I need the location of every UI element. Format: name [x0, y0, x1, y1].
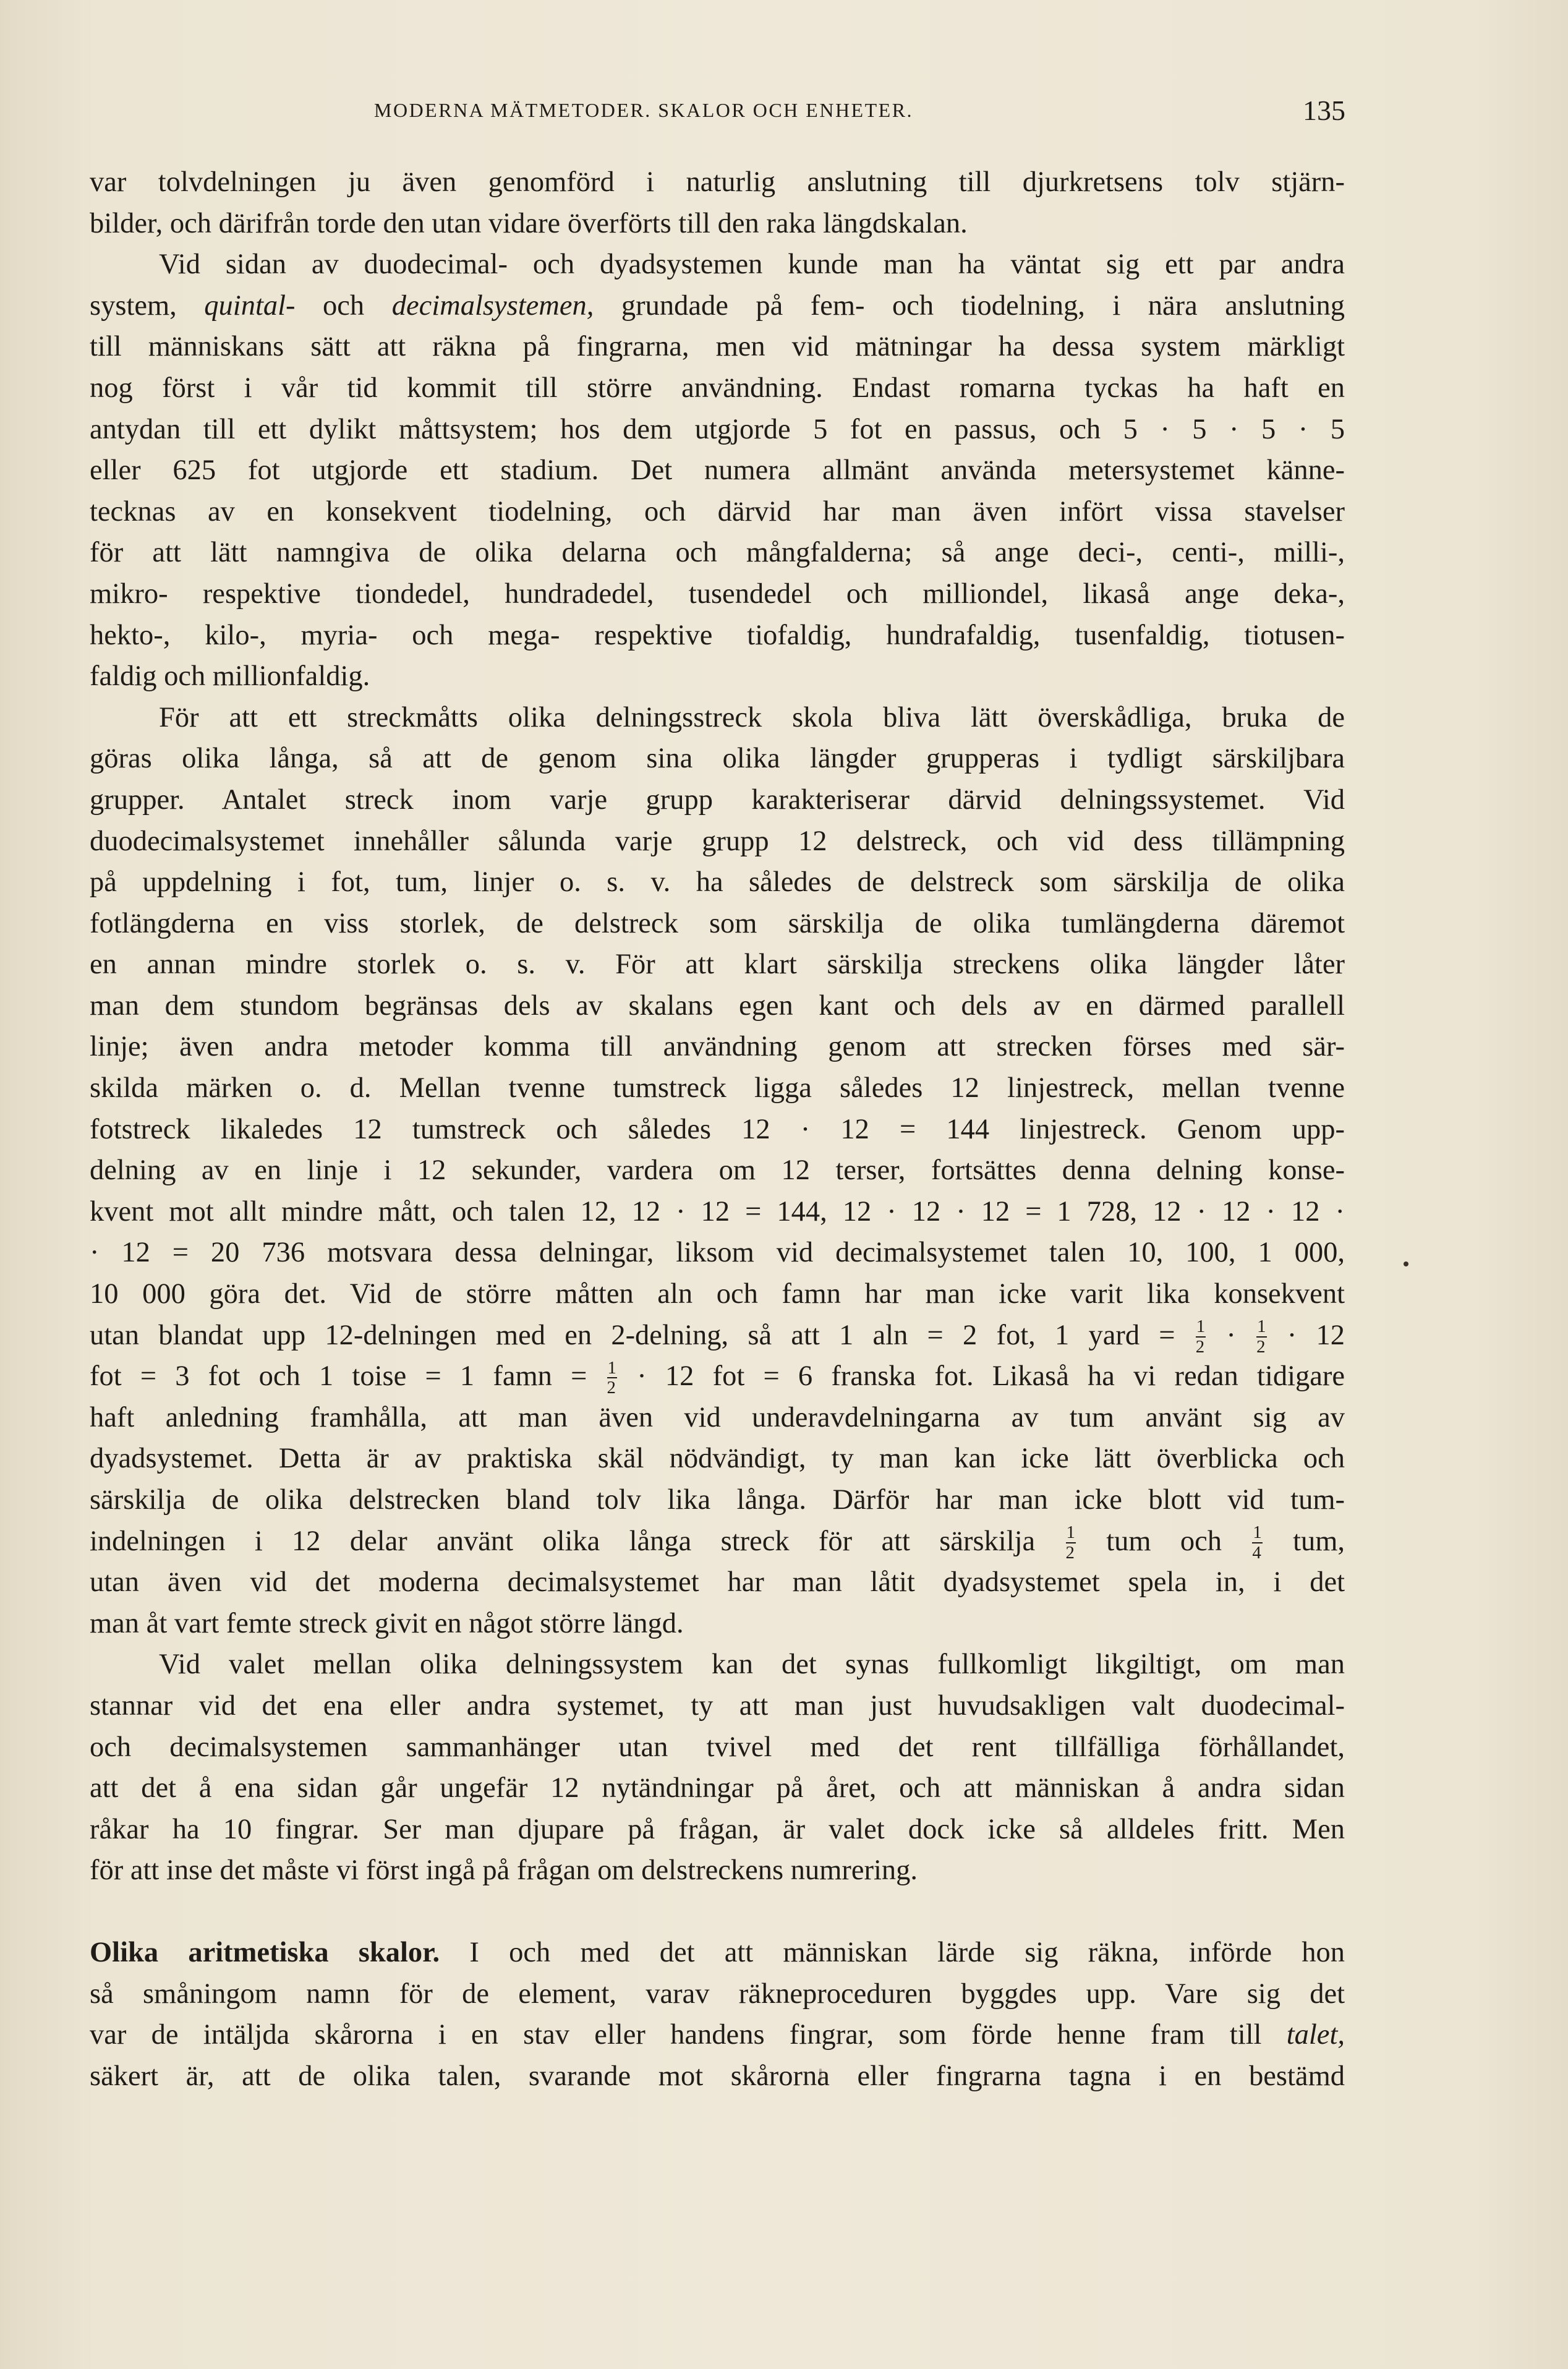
- text-line: Vid valet mellan olika delningssystem kan det synas fullkomligt likgiltigt, om man: [159, 1649, 1345, 1681]
- text-line: linje; även andra metoder komma till användning genom att strecken förses med sär-: [90, 1031, 1345, 1063]
- text-line: haft anledning framhålla, att man även vid underavdelningarna av tum använt sig av: [90, 1401, 1345, 1433]
- body-text: [90, 162, 1345, 2097]
- text-line: Vid sidan av duodecimal- och dyadsystemen kunde man ha väntat sig ett par andra: [159, 249, 1345, 281]
- text-line: utan blandat upp 12-delningen med en 2-delning, så att 1 aln = 2 fot, 1 yard = $\frac{1}{2}$ · $\frac{1}{2}$ · 12: [90, 1317, 1345, 1357]
- text-line: utan även vid det moderna decimalsystemet har man låtit dyadsystemet spela in, i det: [90, 1566, 1345, 1599]
- text-line: grupper. Antalet streck inom varje grupp karakteriserar därvid delningssystemet. Vid: [90, 783, 1345, 816]
- page-number: 135: [1303, 95, 1345, 126]
- fraction-half: $\frac{1}{2}$: [1195, 1317, 1206, 1357]
- text-line: stannar vid det ena eller andra systemet, ty att man just huvudsakligen valt duodecimal-: [90, 1689, 1345, 1722]
- fraction-half: $\frac{1}{2}$: [1065, 1522, 1075, 1563]
- paragraph-2: [90, 244, 1345, 698]
- text-line: råkar ha 10 fingrar. Ser man djupare på frågan, är valet dock icke så alldeles fritt. Men: [90, 1813, 1345, 1845]
- text-line: dyadsystemet. Detta är av praktiska skäl nödvändigt, ty man kan icke lätt överblicka och: [90, 1443, 1345, 1475]
- text-line: fotlängderna en viss storlek, de delstreck som särskilja de olika tumlängderna däremot: [90, 907, 1345, 939]
- text-line: 10 000 göra det. Vid de större måtten aln och famn har man icke varit lika konsekvent: [90, 1278, 1345, 1310]
- text-line: Olika aritmetiska skalor. I och med det att människan lärde sig räkna, införde hon: [90, 1936, 1345, 1968]
- text-line: tecknas av en konsekvent tiodelning, och därvid har man även infört vissa stavelser: [90, 495, 1345, 527]
- text-line: att det å ena sidan går ungefär 12 nytändningar på året, och att människan å andra sidan: [90, 1772, 1345, 1804]
- text-line: fot = 3 fot och 1 toise = 1 famn = $\frac{1}{2}$ · 12 fot = 6 franska fot. Likaså ha vi redan tidigare: [90, 1357, 1345, 1398]
- text-line: för att inse det måste vi först ingå på frågan om delstreckens numrering.: [90, 1855, 918, 1887]
- text-line: skilda märken o. d. Mellan tvenne tumstreck ligga således 12 linjestreck, mellan tvenne: [90, 1072, 1345, 1104]
- text-line: en annan mindre storlek o. s. v. För att klart särskilja streckens olika längder låter: [90, 949, 1345, 981]
- text-line: man dem stundom begränsas dels av skalans egen kant och dels av en därmed parallell: [90, 989, 1345, 1022]
- text-line: så småningom namn för de element, varav räkneproceduren byggdes upp. Vare sig det: [90, 1978, 1345, 2010]
- text-line: var tolvdelningen ju även genomförd i naturlig anslutning till djurkretsens tolv stjärn-: [90, 166, 1345, 198]
- text-line: kvent mot allt mindre mått, och talen 12, 12 · 12 = 144, 12 · 12 · 12 = 1 728, 12 · 12 · 12 ·: [90, 1195, 1345, 1227]
- paragraph-4: [90, 1644, 1345, 1892]
- text-line: delning av en linje i 12 sekunder, vardera om 12 terser, fortsättes denna delning konse-: [90, 1155, 1345, 1187]
- text-line: för att lätt namngiva de olika delarna och mångfalderna; så ange deci-, centi-, milli-,: [90, 537, 1345, 569]
- text-line: hekto-, kilo-, myria- och mega- respektive tiofaldig, hundrafaldig, tusenfaldig, tiotusen-: [90, 619, 1345, 651]
- text-line: bilder, och därifrån torde den utan vidare överförts till den raka längdskalan.: [90, 207, 968, 239]
- fraction-half: $\frac{1}{2}$: [607, 1357, 616, 1398]
- text-line: och decimalsystemen sammanhänger utan tvivel med det rent tillfälliga förhållandet,: [90, 1731, 1345, 1763]
- text-line: säkert är, att de olika talen, svarande mot skårorna eller fingrarna tagna i en bestämd: [90, 2060, 1345, 2092]
- section-heading: Olika aritmetiska skalor.: [90, 1936, 440, 1968]
- text-line: fotstreck likaledes 12 tumstreck och således 12 · 12 = 144 linjestreck. Genom upp-: [90, 1113, 1345, 1145]
- fraction-half: $\frac{1}{2}$: [1256, 1317, 1266, 1357]
- fraction-quarter: $\frac{1}{4}$: [1252, 1522, 1262, 1563]
- text-line: mikro- respektive tiondedel, hundradedel, tusendedel och milliondel, likaså ange deka-,: [90, 578, 1345, 610]
- paper-speck: [1404, 1261, 1408, 1266]
- text-line: indelningen i 12 delar använt olika långa streck för att särskilja $\frac{1}{2}$ tum och $\frac{1}{4}$ tum,: [90, 1522, 1345, 1563]
- text-line: För att ett streckmåtts olika delningsstreck skola bliva lätt överskådliga, bruka de: [159, 701, 1345, 733]
- text-line: nog först i vår tid kommit till större användning. Endast romarna tyckas ha haft en: [90, 372, 1345, 404]
- text-line: system, quintal- och decimalsystemen, grundade på fem- och tiodelning, i nära anslutning: [90, 289, 1345, 322]
- text-line: faldig och millionfaldig.: [90, 660, 370, 693]
- text-line: man åt vart femte streck givit en något större längd.: [90, 1607, 684, 1639]
- paragraph-1: [90, 162, 1345, 244]
- italic-term: quintal-: [204, 289, 296, 322]
- text-line: duodecimalsystemet innehåller sålunda varje grupp 12 delstreck, och vid dess tillämpning: [90, 825, 1345, 857]
- text-line: · 12 = 20 736 motsvara dessa delningar, liksom vid decimalsystemet talen 10, 100, 1 000,: [90, 1237, 1345, 1269]
- paper-speck: [819, 2068, 822, 2081]
- italic-term: decimalsystemen,: [391, 289, 594, 322]
- text-line: till människans sätt att räkna på fingrarna, men vid mätningar ha dessa system märkligt: [90, 331, 1345, 363]
- text-line: göras olika långa, så att de genom sina olika längder grupperas i tydligt särskiljbara: [90, 743, 1345, 775]
- text-line: antydan till ett dylikt måttsystem; hos dem utgjorde 5 fot en passus, och 5 · 5 · 5 · 5: [90, 413, 1345, 445]
- italic-term: talet,: [1286, 2019, 1345, 2051]
- paragraph-5: [90, 1932, 1345, 2097]
- text-line: särskilja de olika delstrecken bland tolv lika långa. Därför har man icke blott vid tum-: [90, 1484, 1345, 1516]
- text-line: eller 625 fot utgjorde ett stadium. Det numera allmänt använda metersystemet känne-: [90, 455, 1345, 487]
- page-header: [90, 95, 1345, 136]
- paragraph-3: [90, 698, 1345, 1645]
- text-line: på uppdelning i fot, tum, linjer o. s. v. ha således de delstreck som särskilja de olika: [90, 866, 1345, 899]
- text-line: var de intäljda skårorna i en stav eller handens fingrar, som förde henne fram till talet,: [90, 2019, 1345, 2051]
- running-title: MODERNA MÄTMETODER. SKALOR OCH ENHETER.: [374, 99, 914, 121]
